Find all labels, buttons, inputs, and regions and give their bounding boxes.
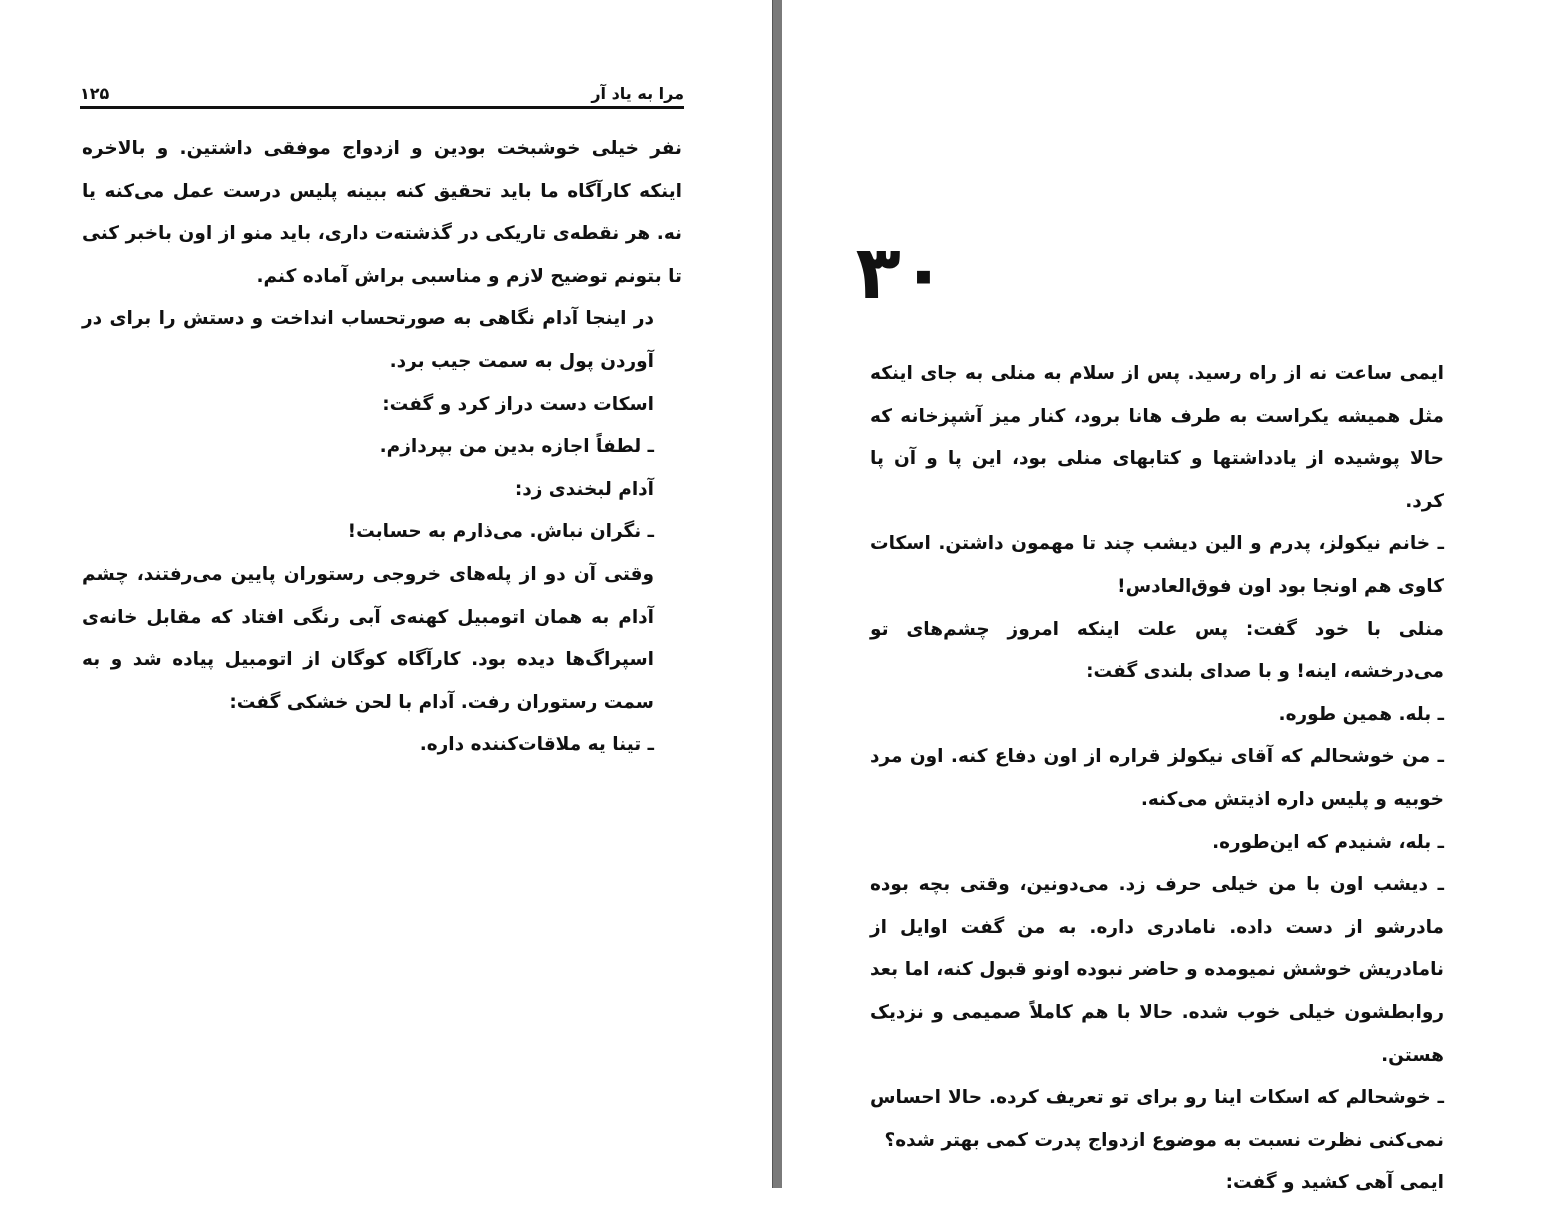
dialogue-line: ـ تینا یه ملاقات‌کننده داره. [419,734,654,756]
dialogue-line: ـ لطفاً اجازه بدین من بپردازم. [379,436,654,458]
right-body-text [870,353,1472,1205]
page-number: ۱۲۵ [80,84,110,103]
paragraph: نفر خیلی خوشبخت بودین و ازدواج موفقی داشتین. و بالاخره اینکه کارآگاه ما باید تحقیق کنه ببینه پلیس درست عمل می‌کنه یا نه. هر نقطه‌ی تاریکی در گذشته‌ت داری، باید منو از اون باخبر کنی تا بتونم توضیح لازم و مناسبی براش آماده کنم. [82,138,682,287]
left-body-text [82,128,682,767]
paragraph: در اینجا آدام نگاهی به صورتحساب انداخت و دستش را برای در آوردن پول به سمت جیب برد. [82,308,654,372]
dialogue-line: ـ دیشب اون با من خیلی حرف زد. می‌دونین، وقتی بچه بوده مادرشو از دست داده. نامادری داره. به من گفت اوایل از نامادریش خوشش نمیومده و حاضر نبوده اونو قبول کنه، اما بعد روابطشون خیلی خوب شده. حالا با هم کاملاً صمیمی و نزدیک هستن. [870,874,1444,1066]
chapter-number: ۳۰ [855,230,946,316]
dialogue-line: ـ بله. همین طوره. [1278,703,1444,725]
left-page [0,0,772,1188]
paragraph: وقتی آن دو از پله‌های خروجی رستوران پایین می‌رفتند، چشم آدام به همان اتومبیل کهنه‌ی آبی رنگی افتاد که مقابل خانه‌ی اسپراگ‌ها دیده بود. کارآگاه کوگان از اتومبیل پیاده شد و به سمت رستوران رفت. آدام با لحن خشکی گفت: [82,563,654,713]
dialogue-line: ـ بله، شنیدم که این‌طوره. [1212,831,1444,853]
dialogue-line: ـ نگران نباش. می‌ذارم به حسابت! [347,521,654,543]
paragraph: ایمی آهی کشید و گفت: [1225,1172,1444,1194]
dialogue-line: ـ خوشحالم که اسکات اینا رو برای تو تعریف کرده. حالا احساس نمی‌کنی نظرت نسبت به موضوع ازدواج پدرت کمی بهتر شده؟ [870,1087,1444,1151]
dialogue-line: ـ من خوشحالم که آقای نیکولز قراره از اون دفاع کنه. اون مرد خوبیه و پلیس داره اذیتش می‌کنه. [870,746,1444,810]
dialogue-line: ـ خانم نیکولز، پدرم و الین دیشب چند تا مهمون داشتن. اسکات کاوی هم اونجا بود اون فوق‌العادس! [870,533,1444,597]
paragraph: آدام لبخندی زد: [514,478,654,500]
paragraph: ایمی ساعت نه از راه رسید. پس از سلام به منلی به جای اینکه مثل همیشه یکراست به طرف هانا برود، کنار میز آشپزخانه که حالا پوشیده از یادداشتها و کتابهای منلی بود، این پا و آن پا کرد. [870,363,1444,512]
paragraph: اسکات دست دراز کرد و گفت: [382,393,654,415]
header-title: مرا به یاد آر [591,84,684,103]
paragraph: منلی با خود گفت: پس علت اینکه امروز چشم‌های تو می‌درخشه، اینه! و با صدای بلندی گفت: [870,618,1444,683]
running-header [80,84,684,109]
